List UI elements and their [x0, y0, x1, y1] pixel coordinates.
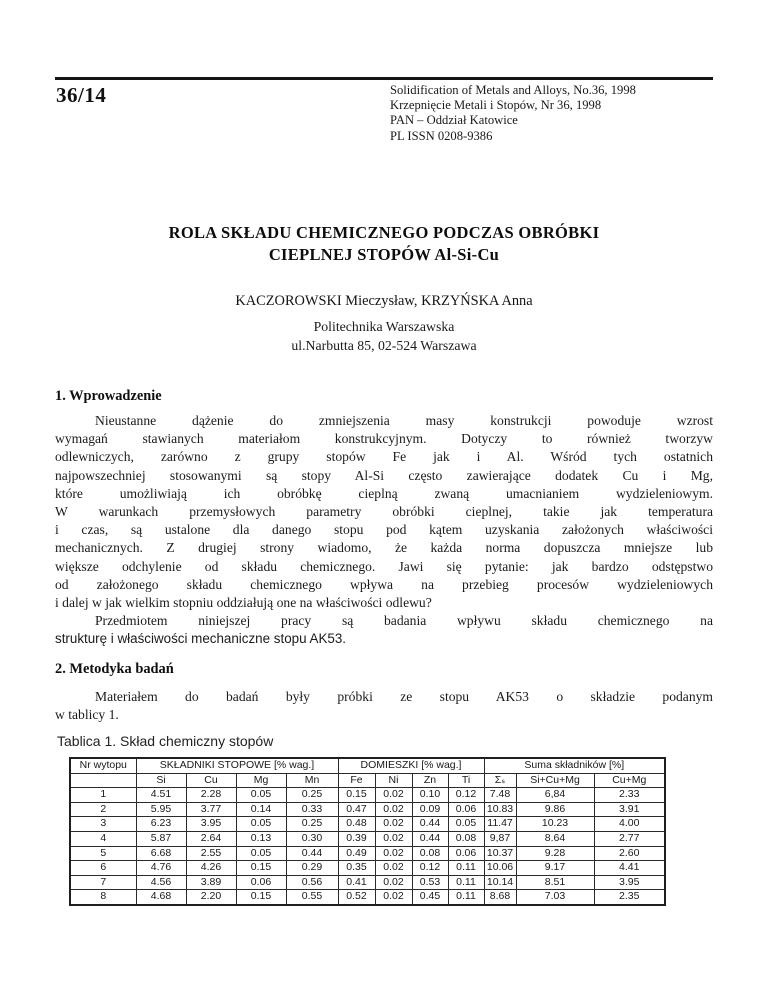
table-row [70, 846, 665, 861]
table-subheader-cell: Zn [412, 773, 448, 788]
table-cell: 10.06 [484, 861, 516, 876]
table-cell: 0.11 [448, 890, 484, 905]
header-rule [55, 77, 713, 80]
table-subheader-row [70, 773, 665, 788]
table-cell: 0.02 [375, 846, 412, 861]
paper-title-line-2: CIEPLNEJ STOPÓW Al-Si-Cu [268, 245, 500, 264]
table-cell: 6,84 [516, 788, 594, 803]
table-cell: 9.17 [516, 861, 594, 876]
table-cell: 7.03 [516, 890, 594, 905]
table-cell: 5.87 [136, 831, 186, 846]
table-cell: 8.51 [516, 875, 594, 890]
table-cell: 0.44 [412, 817, 448, 832]
table-subheader-cell: Σₛ [484, 773, 516, 788]
paragraph-line: w tablicy 1. [55, 707, 119, 723]
paragraph-line: odlewniczych, zarówno z grupy stopów Fe jak i Al. Wśród tych ostatnich [55, 449, 713, 465]
table-cell: 7 [70, 875, 136, 890]
table-cell: 0.25 [286, 817, 338, 832]
table-cell: 2.20 [186, 890, 236, 905]
table-cell: 10.14 [484, 875, 516, 890]
table-cell: 0.48 [338, 817, 375, 832]
table-cell: 0.39 [338, 831, 375, 846]
table-cell: 0.15 [236, 890, 286, 905]
table-cell: 9.28 [516, 846, 594, 861]
table-cell: 0.30 [286, 831, 338, 846]
table-cell: 0.05 [236, 846, 286, 861]
table-cell: 3.89 [186, 875, 236, 890]
table-cell: 0.45 [412, 890, 448, 905]
table-cell: 0.02 [375, 890, 412, 905]
table-cell: 10.83 [484, 802, 516, 817]
table-cell: 1 [70, 788, 136, 803]
table-cell: 0.47 [338, 802, 375, 817]
table-cell: 0.02 [375, 861, 412, 876]
table-cell: 0.44 [412, 831, 448, 846]
table-row [70, 802, 665, 817]
table-cell: 2.33 [594, 788, 665, 803]
table-cell: 0.11 [448, 861, 484, 876]
column-header-suma: Suma składników [%] [484, 758, 665, 773]
table-cell: 0.06 [448, 802, 484, 817]
table-cell: 4 [70, 831, 136, 846]
table-cell: 8.64 [516, 831, 594, 846]
table-cell: 2.60 [594, 846, 665, 861]
table-subheader-cell: Ni [375, 773, 412, 788]
table-subheader-cell: Fe [338, 773, 375, 788]
table-cell: 0.35 [338, 861, 375, 876]
table-subheader-cell [70, 773, 136, 788]
paragraph-line: strukturę i właściwości mechaniczne stopu AK53. [55, 631, 347, 647]
table-cell: 0.08 [448, 831, 484, 846]
affiliation-address: ul.Narbutta 85, 02-524 Warszawa [291, 338, 477, 353]
column-header-domieszki: DOMIESZKI [% wag.] [338, 758, 484, 773]
table-cell: 0.56 [286, 875, 338, 890]
table-cell: 0.15 [338, 788, 375, 803]
table-cell: 0.52 [338, 890, 375, 905]
table-cell: 0.53 [412, 875, 448, 890]
table-cell: 6.68 [136, 846, 186, 861]
column-header-skladniki: SKŁADNIKI STOPOWE [% wag.] [136, 758, 338, 773]
table-cell: 0.11 [448, 875, 484, 890]
paper-number: 36/14 [56, 83, 107, 107]
composition-table-container [69, 757, 666, 906]
table-row [70, 875, 665, 890]
table-cell: 11.47 [484, 817, 516, 832]
table-cell: 0.14 [236, 802, 286, 817]
table-cell: 0.02 [375, 817, 412, 832]
table-cell: 4.41 [594, 861, 665, 876]
section-2-heading: 2. Metodyka badań [55, 661, 174, 677]
paragraph-line: Nieustanne dążenie do zmniejszenia masy konstrukcji powoduje wzrost [95, 413, 713, 428]
paragraph-line: najpowszechniej stosowanymi są stopy Al-Si często zawierające dodatek Cu i Mg, [55, 467, 713, 483]
table-cell: 0.02 [375, 788, 412, 803]
table-cell: 2.35 [594, 890, 665, 905]
composition-table-body [70, 788, 665, 905]
table-cell: 3.77 [186, 802, 236, 817]
table-cell: 0.02 [375, 831, 412, 846]
table-caption: Tablica 1. Skład chemiczny stopów [57, 733, 274, 749]
journal-line-4: PL ISSN 0208-9386 [390, 128, 493, 143]
table-subheader-cell: Cu [186, 773, 236, 788]
table-cell: 0.44 [286, 846, 338, 861]
table-cell: 4.56 [136, 875, 186, 890]
table-cell: 0.10 [412, 788, 448, 803]
paragraph-line: mechanicznych. Z drugiej strony wiadomo, że każda norma dopuszcza mniejsze lub [55, 540, 713, 556]
table-cell: 0.05 [448, 817, 484, 832]
table-cell: 0.49 [338, 846, 375, 861]
table-cell: 8 [70, 890, 136, 905]
table-cell: 9,87 [484, 831, 516, 846]
table-subheader-cell: Mn [286, 773, 338, 788]
table-cell: 5 [70, 846, 136, 861]
table-cell: 0.33 [286, 802, 338, 817]
paragraph-line: Przedmiotem niniejszej pracy są badania wpływu składu chemicznego na [95, 613, 713, 629]
table-cell: 0.25 [286, 788, 338, 803]
section-1-heading: 1. Wprowadzenie [55, 388, 162, 404]
table-cell: 2.64 [186, 831, 236, 846]
table-cell: 2 [70, 802, 136, 817]
table-cell: 6 [70, 861, 136, 876]
table-cell: 10.37 [484, 846, 516, 861]
authors: KACZOROWSKI Mieczysław, KRZYŃSKA Anna [235, 293, 533, 309]
journal-line-2: Krzepnięcie Metali i Stopów, Nr 36, 1998 [390, 98, 602, 113]
table-cell: 0.02 [375, 802, 412, 817]
paragraph-line: które umożliwiają ich obróbkę cieplną zwaną umacnianiem wydzieleniowym. [55, 485, 713, 501]
table-cell: 0.09 [412, 802, 448, 817]
table-row [70, 817, 665, 832]
table-cell: 0.05 [236, 788, 286, 803]
section-1-body [55, 412, 713, 649]
journal-info-block [390, 83, 720, 144]
table-cell: 4.00 [594, 817, 665, 832]
composition-table [69, 757, 666, 906]
paragraph-line: wymagań stawianych materiałom konstrukcyjnym. Dotyczy to również tworzyw [55, 431, 713, 447]
paragraph-line: większe odchylenie od składu chemicznego. Jawi się pytanie: jak bardzo odstępstwo [55, 558, 713, 574]
table-cell: 0.06 [448, 846, 484, 861]
table-cell: 0.08 [412, 846, 448, 861]
paragraph-line: i dalej w jak wielkim stopniu oddziałują one na właściwości odlewu? [55, 595, 432, 611]
table-cell: 2.55 [186, 846, 236, 861]
table-row [70, 861, 665, 876]
table-cell: 0.41 [338, 875, 375, 890]
journal-line-3: PAN – Oddział Katowice [390, 113, 518, 128]
paragraph-line: i czas, są ustalone dla danego stopu pod kątem uzyskania założonych właściwości [55, 522, 713, 538]
section-2-body [55, 688, 713, 724]
table-cell: 4.76 [136, 861, 186, 876]
table-row [70, 788, 665, 803]
table-cell: 0.12 [412, 861, 448, 876]
paragraph-line: Materiałem do badań były próbki ze stopu AK53 o składzie podanym [95, 689, 713, 704]
table-subheader-cell: Cu+Mg [594, 773, 665, 788]
table-cell: 0.55 [286, 890, 338, 905]
table-cell: 3.91 [594, 802, 665, 817]
table-row [70, 831, 665, 846]
table-subheader-cell: Si+Cu+Mg [516, 773, 594, 788]
table-cell: 6.23 [136, 817, 186, 832]
column-header-nr-wytopu: Nr wytopu [70, 758, 136, 773]
table-cell: 0.05 [236, 817, 286, 832]
table-subheader-cell: Mg [236, 773, 286, 788]
table-cell: 0.02 [375, 875, 412, 890]
table-cell: 0.15 [236, 861, 286, 876]
paper-title [0, 222, 768, 266]
table-subheader-cell: Ti [448, 773, 484, 788]
table-cell: 4.26 [186, 861, 236, 876]
table-cell: 10.23 [516, 817, 594, 832]
table-cell: 7.48 [484, 788, 516, 803]
table-cell: 8.68 [484, 890, 516, 905]
table-cell: 0.29 [286, 861, 338, 876]
table-cell: 3.95 [186, 817, 236, 832]
paper-title-line-1: ROLA SKŁADU CHEMICZNEGO PODCZAS OBRÓBKI [168, 223, 600, 242]
paragraph-line: od założonego składu chemicznego wpływa na przebieg procesów wydzieleniowych [55, 576, 713, 592]
table-cell: 0.06 [236, 875, 286, 890]
table-row [70, 890, 665, 905]
table-cell: 4.68 [136, 890, 186, 905]
table-cell: 2.77 [594, 831, 665, 846]
paragraph-line: W warunkach przemysłowych parametry obróbki cieplnej, takie jak temperatura [55, 504, 713, 520]
table-cell: 4.51 [136, 788, 186, 803]
table-cell: 3 [70, 817, 136, 832]
table-cell: 3.95 [594, 875, 665, 890]
table-cell: 2.28 [186, 788, 236, 803]
journal-line-1: Solidification of Metals and Alloys, No.36, 1998 [390, 83, 636, 97]
table-cell: 5.95 [136, 802, 186, 817]
table-cell: 9.86 [516, 802, 594, 817]
table-subheader-cell: Si [136, 773, 186, 788]
table-cell: 0.13 [236, 831, 286, 846]
table-cell: 0.12 [448, 788, 484, 803]
table-group-header-row [70, 758, 665, 773]
affiliation: Politechnika Warszawska [313, 319, 455, 334]
